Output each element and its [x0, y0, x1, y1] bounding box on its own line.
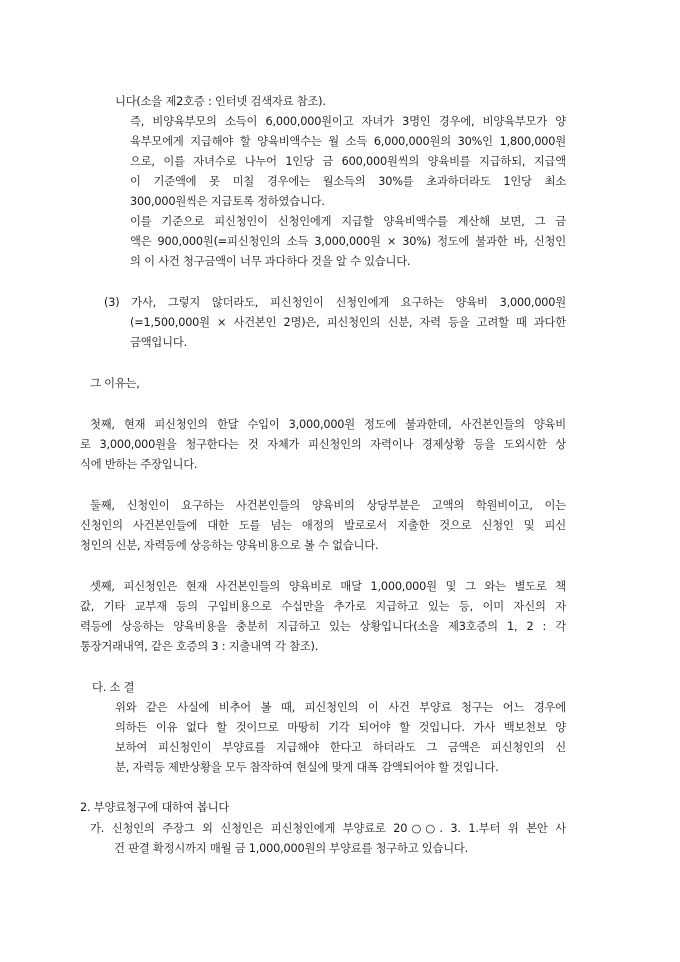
paragraph-line: 300,000원씩은 지급토록 정하였습니다.: [130, 195, 325, 208]
third-reason-line: 값, 기타 교부재 등의 구입비용으로 수십만을 추가로 지급하고 있는 등, 이미 자신의 자: [80, 600, 566, 613]
conclusion-line: 보하여 피신청인이 부양료를 지급해야 한다고 하더라도 그 금액은 피신청인의 신: [115, 741, 566, 754]
section-2-heading: 2. 부양료청구에 대하여 봅니다: [80, 801, 230, 814]
conclusion-line: 위와 같은 사실에 비추어 볼 때, 피신청인의 이 사건 부양료 청구는 어느 경우에: [115, 701, 566, 714]
second-reason-line: 청인의 신분, 자력등에 상응하는 양육비용으로 볼 수 없습니다.: [80, 539, 379, 552]
second-reason-line: 둘째, 신청인이 요구하는 사건본인들의 양육비의 상당부분은 고액의 학원비이고, 이는: [90, 499, 566, 512]
first-reason-line: 첫째, 현재 피신청인의 한달 수입이 3,000,000원 정도에 불과한데, 사건본인들의 양육비: [90, 418, 566, 431]
section-2-line: 건 판결 확정시까지 매월 금 1,000,000원의 부양료를 청구하고 있습니다.: [114, 842, 469, 855]
third-reason-line: 통장거래내역, 같은 호증의 3 : 지출내역 각 참조).: [80, 640, 319, 653]
paragraph-line: 이를 기준으로 피신청인이 신청인에게 지급할 양육비액수를 계산해 보면, 그 금: [130, 215, 566, 228]
paragraph-line: 의 이 사건 청구금액이 너무 과다하다 것을 알 수 있습니다.: [130, 255, 411, 268]
paragraph-line: 액은 900,000원(=피신청인의 소득 3,000,000원 × 30%) 정도에 불과한 바, 신청인: [130, 235, 566, 248]
list-item-3-line: (=1,500,000원 × 사건본인 2명)은, 피신청인의 신분, 자력 등을 고려할 때 과다한: [130, 316, 566, 329]
conclusion-heading: 다. 소 결: [92, 681, 135, 694]
paragraph-line: 니다(소을 제2호증 : 인터넷 검색자료 참조).: [115, 95, 326, 108]
list-item-3-line: (3) 가사, 그렇지 않더라도, 피신청인이 신청인에게 요구하는 양육비 3,000,000원: [104, 296, 566, 309]
list-item-3-line: 금액입니다.: [130, 336, 187, 349]
conclusion-line: 분, 자력등 제반상황을 모두 참작하여 현실에 맞게 대폭 감액되어야 할 것입니다.: [115, 761, 499, 774]
third-reason-line: 셋째, 피신청인은 현재 사건본인들의 양육비로 매달 1,000,000원 및 그 와는 별도로 책: [90, 580, 566, 593]
paragraph-line: 육부모에게 지급해야 할 양육비액수는 월 소득 6,000,000원의 30%인 1,800,000원: [130, 135, 566, 148]
second-reason-line: 신청인의 사건본인들에 대한 도를 넘는 애정의 발로로서 지출한 것으로 신청인 및 피신: [80, 519, 566, 532]
section-2-line: 가. 신청인의 주장그 외 신청인은 피신청인에게 부양료로 20○○. 3. 1.부터 위 본안 사: [90, 822, 566, 835]
first-reason-line: 로 3,000,000원을 청구한다는 것 자체가 피신청인의 자력이나 경제상황 등을 도외시한 상: [80, 438, 566, 451]
reason-intro: 그 이유는,: [90, 377, 140, 390]
paragraph-line: 이 기준액에 못 미칠 경우에는 월소득의 30%를 초과하더라도 1인당 최소: [130, 175, 566, 188]
third-reason-line: 력등에 상응하는 양육비용을 충분히 지급하고 있는 상황입니다(소을 제3호증의 1, 2 : 각: [80, 620, 566, 633]
conclusion-line: 의하든 이유 없다 할 것이므로 마땅히 기각 되어야 할 것입니다. 가사 백보천보 양: [115, 721, 566, 734]
paragraph-line: 즉, 비양육부모의 소득이 6,000,000원이고 자녀가 3명인 경우에, 비양육부모가 양: [130, 115, 566, 128]
paragraph-line: 으로, 이를 자녀수로 나누어 1인당 금 600,000원씩의 양육비를 지급하되, 지급액: [130, 155, 566, 168]
first-reason-line: 식에 반하는 주장입니다.: [80, 458, 198, 471]
